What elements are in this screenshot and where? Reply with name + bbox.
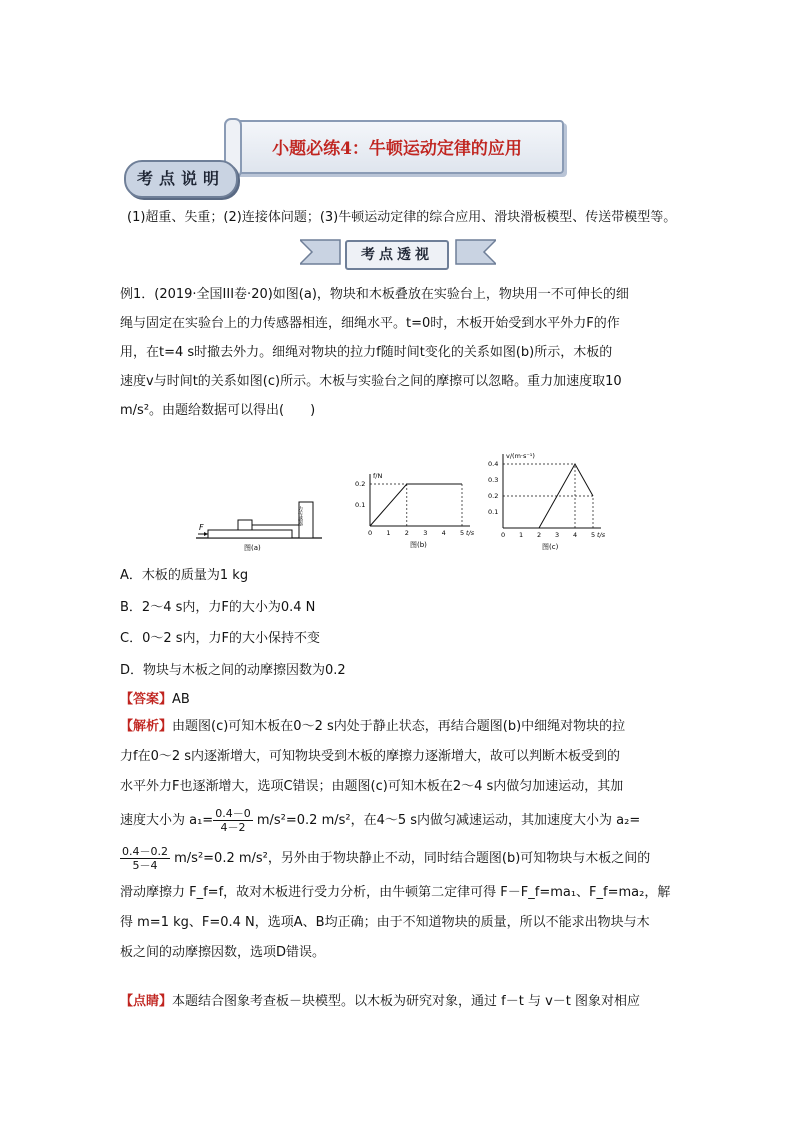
x-tick-label: 2 bbox=[537, 531, 542, 539]
title-banner bbox=[230, 120, 564, 174]
x-tick-label: 4 bbox=[573, 531, 578, 539]
x-tick-label: 1 bbox=[519, 531, 524, 539]
analysis-label: 【解析】 bbox=[120, 719, 173, 734]
sensor-label: 力传感器 bbox=[297, 506, 303, 526]
figure-caption: 图(b) bbox=[410, 541, 427, 549]
y-axis-label: v/(m·s⁻¹) bbox=[506, 452, 535, 460]
x-tick-label: 4 bbox=[441, 529, 446, 537]
analysis-block bbox=[120, 712, 680, 968]
option-c: C．0～2 s内，力F的大小保持不变 bbox=[120, 631, 321, 646]
badge-explain bbox=[124, 160, 238, 198]
badge-explain-label: 考点说明 bbox=[136, 169, 225, 188]
analysis-line: 得 m=1 kg、F=0.4 N，选项A、B均正确；由于不知道物块的质量，所以不能求出物块与木 bbox=[120, 915, 650, 930]
fraction-a1: $\frac{0.4-0}{4-2}$ bbox=[215, 807, 251, 834]
analysis-line: 速度大小为 a₁= bbox=[120, 813, 214, 828]
badge-read: 考点透视 bbox=[345, 240, 449, 270]
figure-a-caption: 图(a) bbox=[244, 544, 261, 552]
y-tick-label: 0.2 bbox=[488, 492, 499, 500]
figure-b bbox=[352, 462, 480, 554]
figure-c bbox=[483, 450, 611, 554]
analysis-line: 滑动摩擦力 F_f=f，故对木板进行受力分析，由牛顿第二定律可得 F－F_f=ma₁、F_f=ma₂，解 bbox=[120, 885, 671, 900]
question-line: 绳与固定在实验台上的力传感器相连，细绳水平。t=0时，木板开始受到水平外力F的作 bbox=[120, 316, 620, 331]
page-title: 小题必练4：牛顿运动定律的应用 bbox=[272, 139, 522, 159]
figure-a bbox=[196, 496, 326, 554]
y-tick-label: 0.2 bbox=[355, 480, 366, 488]
fraction-a2: $\frac{0.4-0.2}{5-4}$ bbox=[122, 845, 168, 872]
point-text: 本题结合图象考查板－块模型。以木板为研究对象，通过 f－t 与 v－t 图象对相应 bbox=[172, 994, 641, 1009]
question-text bbox=[120, 280, 680, 425]
y-tick-label: 0.1 bbox=[488, 508, 499, 516]
y-tick-label: 0.4 bbox=[488, 460, 499, 468]
x-axis-label: t/s bbox=[597, 531, 606, 539]
x-tick-label: 0 bbox=[368, 529, 373, 537]
question-line: m/s²。由题给数据可以得出( ) bbox=[120, 403, 316, 418]
board bbox=[208, 530, 292, 538]
y-tick-label: 0.1 bbox=[355, 501, 366, 509]
intro-text: (1)超重、失重；(2)连接体问题；(3)牛顿运动定律的综合应用、滑块滑板模型、传送带模型等。 bbox=[127, 210, 677, 225]
answer-value: AB bbox=[172, 692, 190, 707]
answer-line bbox=[120, 688, 190, 707]
x-tick-label: 5 bbox=[591, 531, 596, 539]
y-tick-label: 0.3 bbox=[488, 476, 499, 484]
option-b: B．2～4 s内，力F的大小为0.4 N bbox=[120, 600, 316, 615]
series-line bbox=[370, 484, 462, 526]
force-label: F bbox=[199, 523, 204, 532]
x-axis-label: t/s bbox=[466, 529, 475, 537]
analysis-line: 水平外力F也逐渐增大，选项C错误；由题图(c)可知木板在2～4 s内做匀加速运动，其加 bbox=[120, 779, 624, 794]
analysis-line: 力f在0～2 s内逐渐增大，可知物块受到木板的摩擦力逐渐增大，故可以判断木板受到的 bbox=[120, 749, 621, 764]
x-tick-label: 1 bbox=[386, 529, 391, 537]
figure-caption: 图(c) bbox=[542, 543, 559, 551]
x-tick-label: 2 bbox=[404, 529, 409, 537]
analysis-line: 板之间的动摩擦因数，选项D错误。 bbox=[120, 945, 326, 960]
block bbox=[238, 520, 252, 530]
x-tick-label: 3 bbox=[555, 531, 560, 539]
y-axis-label: f/N bbox=[373, 472, 383, 480]
analysis-line: m/s²=0.2 m/s²，另外由于物块静止不动，同时结合题图(b)可知物块与木板之间的 bbox=[170, 851, 651, 866]
question-line: 速度v与时间t的关系如图(c)所示。木板与实验台之间的摩擦可以忽略。重力加速度取10 bbox=[120, 374, 622, 389]
analysis-line: m/s²=0.2 m/s²，在4～5 s内做匀减速运动，其加速度大小为 a₂= bbox=[252, 813, 641, 828]
answer-label: 【答案】 bbox=[120, 692, 173, 707]
x-tick-label: 0 bbox=[501, 531, 506, 539]
option-a: A．木板的质量为1 kg bbox=[120, 568, 249, 583]
question-line: 用，在t=4 s时撤去外力。细绳对物块的拉力f随时间t变化的关系如图(b)所示，木板的 bbox=[120, 345, 613, 360]
x-tick-label: 5 bbox=[460, 529, 465, 537]
option-d: D．物块与木板之间的动摩擦因数为0.2 bbox=[120, 663, 346, 678]
x-tick-label: 3 bbox=[423, 529, 428, 537]
question-line: 例1．(2019·全国III卷·20)如图(a)，物块和木板叠放在实验台上，物块用一不可伸长的细 bbox=[120, 287, 629, 302]
point-line bbox=[120, 990, 680, 1009]
analysis-line: 由题图(c)可知木板在0～2 s内处于静止状态，再结合题图(b)中细绳对物块的拉 bbox=[172, 719, 626, 734]
point-label: 【点睛】 bbox=[120, 994, 173, 1009]
